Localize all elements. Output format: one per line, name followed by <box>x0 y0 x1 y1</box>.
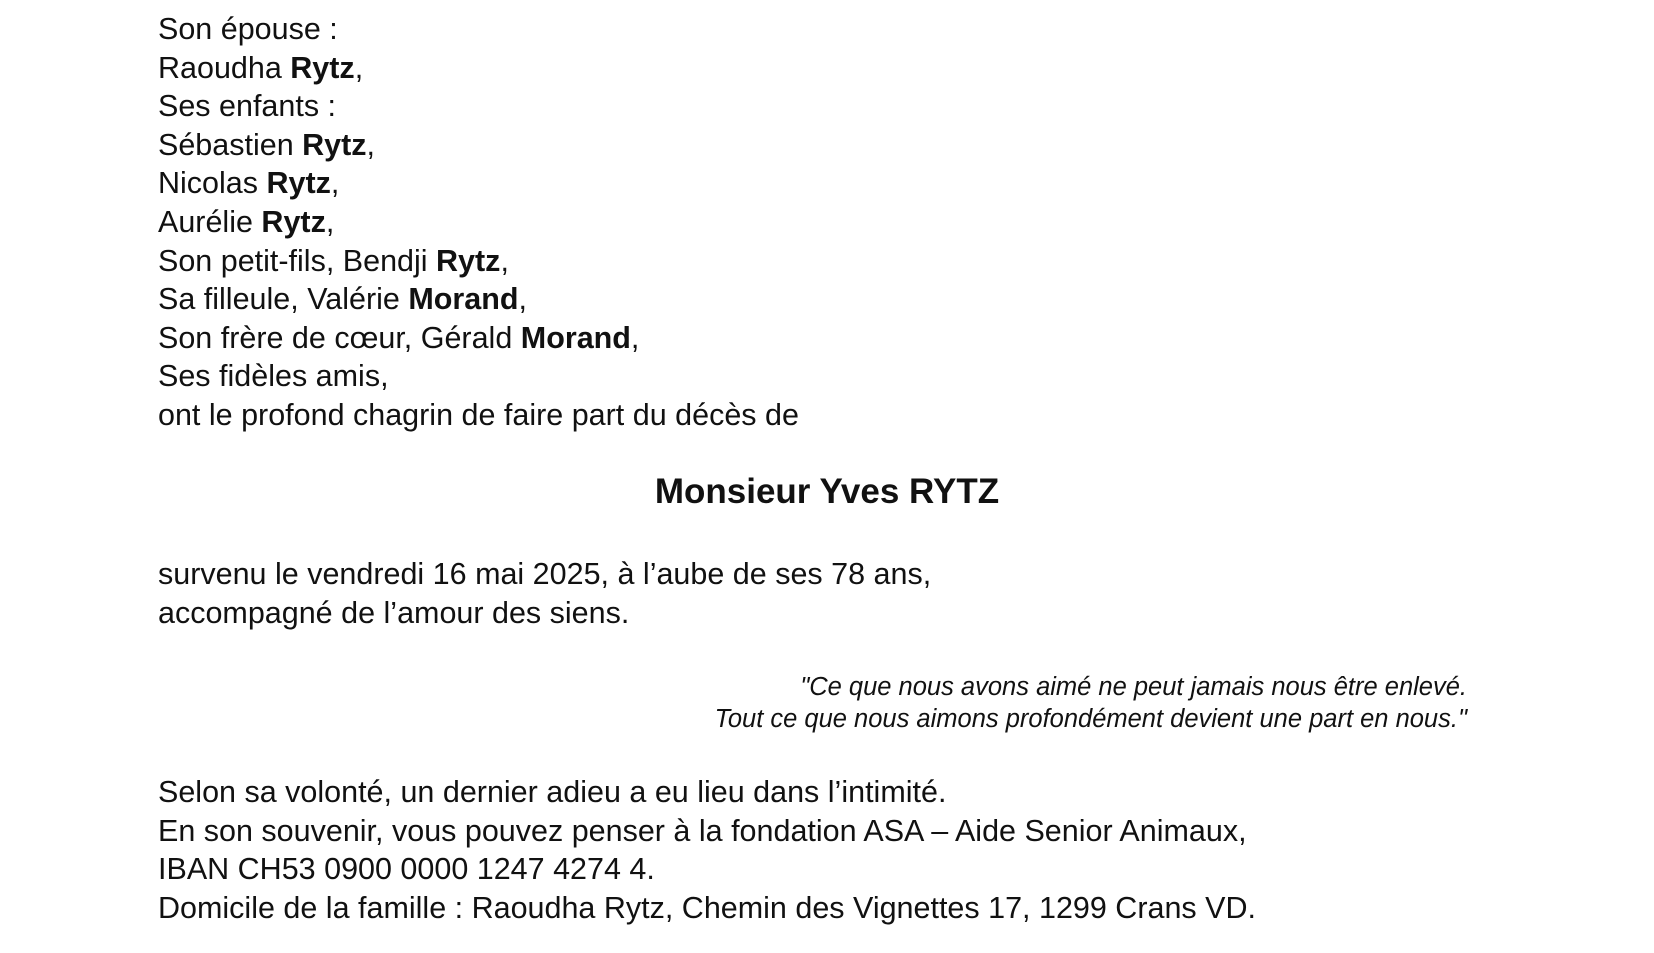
quote-line-2: Tout ce que nous aimons profondément devient une part en nous." <box>714 705 1467 733</box>
family-line-children-heading: Ses enfants : <box>158 89 337 124</box>
date-line-1: survenu le vendredi 16 mai 2025, à l’aube de ses 78 ans, <box>158 557 932 591</box>
deceased-name: Monsieur Yves RYTZ <box>654 472 1000 511</box>
family-line-spouse-heading: Son épouse : <box>158 12 338 46</box>
family-line-spouse: Raoudha Rytz, <box>158 50 364 85</box>
death-date-text <box>158 555 931 632</box>
quote <box>715 671 1467 735</box>
closing-line-farewell: Selon sa volonté, un dernier adieu a eu lieu dans l’intimité. <box>158 775 947 809</box>
family-line-child-2: Nicolas Rytz, <box>158 166 340 201</box>
closing-line-address: Domicile de la famille : Raoudha Rytz, Chemin des Vignettes 17, 1299 Crans VD. <box>158 890 1256 925</box>
family-list <box>158 10 799 435</box>
date-line-2: accompagné de l’amour des siens. <box>158 595 630 630</box>
family-line-child-3: Aurélie Rytz, <box>158 204 335 239</box>
quote-line-1: "Ce que nous avons aimé ne peut jamais nous être enlevé. <box>800 673 1467 701</box>
closing-line-foundation: En son souvenir, vous pouvez penser à la fondation ASA – Aide Senior Animaux, <box>158 813 1247 848</box>
family-line-friends: Ses fidèles amis, <box>158 359 389 394</box>
closing-line-iban: IBAN CH53 0900 0000 1247 4274 4. <box>158 852 655 887</box>
announcement-line: ont le profond chagrin de faire part du décès de <box>158 397 799 432</box>
family-line-child-1: Sébastien Rytz, <box>158 127 376 162</box>
family-line-goddaughter: Sa filleule, Valérie Morand, <box>158 282 527 317</box>
closing-text <box>158 773 1256 927</box>
family-line-grandson: Son petit-fils, Bendji Rytz, <box>158 243 509 278</box>
family-line-brother: Son frère de cœur, Gérald Morand, <box>158 320 640 355</box>
